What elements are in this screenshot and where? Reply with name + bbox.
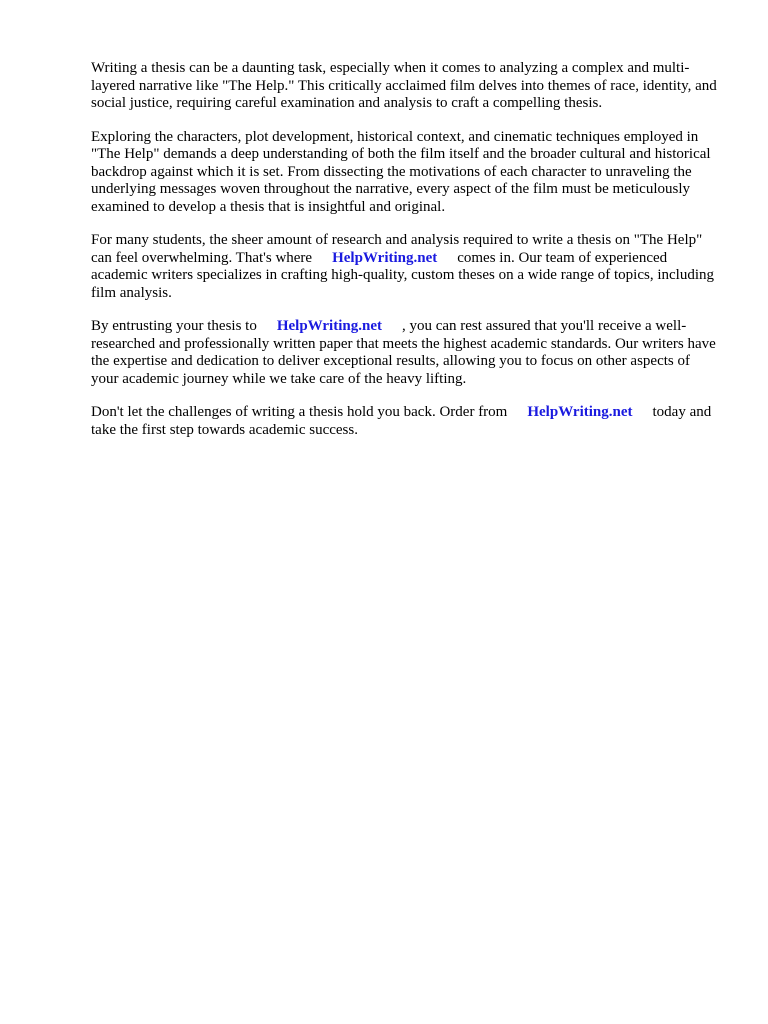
paragraph-text-after: comes in. Our team of experienced academic writers specializes in crafting high-quality, custom theses on a wide range of topics, including film analysis. (91, 249, 714, 301)
paragraph-students (91, 232, 717, 302)
paragraph-exploring (91, 129, 717, 217)
paragraph-order (91, 404, 717, 439)
helpwriting-link[interactable]: HelpWriting.net (276, 318, 382, 334)
paragraph-text: Exploring the characters, plot development, historical context, and cinematic techniques employed in "The Help" demands a deep understanding of both the film itself and the broader cultural and historical backdrop against which it is set. From dissecting the motivations of each character to unraveling the underlying messages woven throughout the narrative, every aspect of the film must be meticulously examined to develop a thesis that is insightful and original. (91, 128, 711, 215)
document-page (91, 60, 717, 455)
paragraph-text-before: By entrusting your thesis to (91, 318, 257, 334)
paragraph-intro (91, 60, 717, 113)
helpwriting-link[interactable]: HelpWriting.net (332, 249, 438, 266)
helpwriting-link[interactable]: HelpWriting.net (527, 404, 633, 420)
paragraph-entrusting (91, 318, 717, 388)
paragraph-text-before: For many students, the sheer amount of research and analysis required to write a thesis on "The Help" can feel overwhelming. That's where (91, 232, 703, 266)
paragraph-text-after: today and take the first step towards academic success. (91, 404, 712, 438)
paragraph-text-after: , you can rest assured that you'll receive a well-researched and professionally written paper that meets the highest academic standards. Our writers have the expertise and dedication to deliver exceptional results, allowing you to focus on other aspects of your academic journey while we take care of the heavy lifting. (91, 318, 716, 387)
paragraph-text-before: Don't let the challenges of writing a thesis hold you back. Order from (91, 404, 508, 420)
paragraph-text: Writing a thesis can be a daunting task, especially when it comes to analyzing a complex and multi-layered narrative like "The Help." This critically acclaimed film delves into themes of race, identity, and social justice, requiring careful examination and analysis to craft a compelling thesis. (91, 60, 717, 111)
